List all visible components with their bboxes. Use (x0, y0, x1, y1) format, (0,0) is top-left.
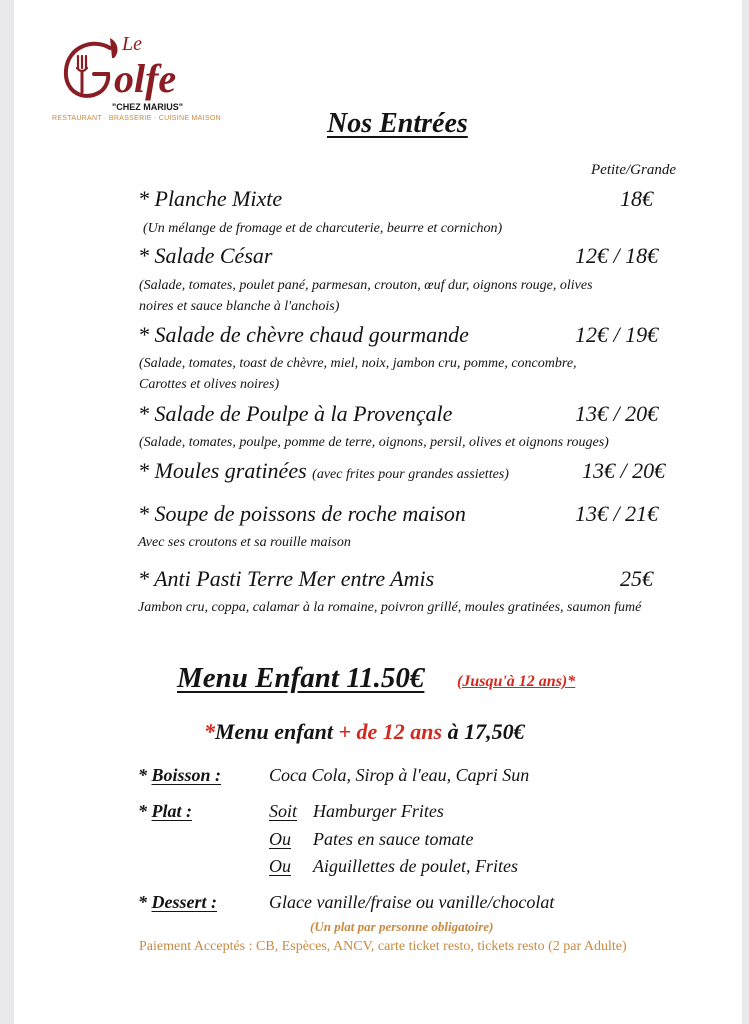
price-soupe-poissons: 13€ / 21€ (575, 501, 659, 526)
plat-prefix: * (138, 801, 152, 821)
dish-moules (138, 458, 509, 484)
brand-subtitle: RESTAURANT · BRASSERIE · CUISINE MAISON (52, 115, 221, 122)
desc-planche-mixte: (Un mélange de fromage et de charcuterie, beurre et cornichon) (143, 221, 503, 236)
kids-menu-age-note: (Jusqu'à 12 ans)* (457, 673, 576, 690)
desc-salade-cesar-1: (Salade, tomates, poulet pané, parmesan, crouton, œuf dur, oignons rouge, olives (139, 278, 593, 293)
older-part1: Menu enfant (215, 719, 339, 744)
dessert-value: Glace vanille/fraise ou vanille/chocolat (269, 892, 555, 912)
desc-soupe-poissons: Avec ses croutons et sa rouille maison (138, 535, 351, 550)
plat-option-1: Hamburger Frites (313, 801, 444, 821)
desc-salade-chevre-1: (Salade, tomates, toast de chèvre, miel, noix, jambon cru, pomme, concombre, (139, 356, 577, 371)
desc-anti-pasti: Jambon cru, coppa, calamar à la romaine, poivron grillé, moules gratinées, saumon fumé (138, 600, 642, 615)
boisson-label-text: Boisson : (151, 765, 222, 785)
dessert-label (138, 892, 217, 913)
boisson-label (138, 765, 221, 786)
price-salade-poulpe: 13€ / 20€ (575, 401, 659, 426)
menu-page (14, 0, 742, 1024)
dish-salade-cesar: * Salade César (138, 243, 273, 268)
plat-option-3: Aiguillettes de poulet, Frites (313, 856, 518, 876)
svg-text:olfe: olfe (114, 56, 177, 101)
dish-moules-note: (avec frites pour grandes assiettes) (312, 467, 509, 482)
older-part3: à 17,50€ (442, 719, 525, 744)
plat-label (138, 801, 192, 822)
desc-salade-poulpe: (Salade, tomates, poulpe, pomme de terre, oignons, persil, olives et oignons rouges) (139, 435, 609, 450)
plat-connector-3: Ou (269, 856, 291, 876)
desc-salade-chevre-2: Carottes et olives noires) (139, 377, 280, 392)
entrees-title: Nos Entrées (327, 108, 468, 139)
dish-planche-mixte: * Planche Mixte (138, 186, 283, 211)
price-salade-chevre: 12€ / 19€ (575, 322, 659, 347)
dish-salade-chevre: * Salade de chèvre chaud gourmande (138, 322, 469, 347)
boisson-prefix: * (138, 765, 152, 785)
desc-salade-cesar-2: noires et sauce blanche à l'anchois) (139, 299, 340, 314)
kids-menu-title: Menu Enfant 11.50€ (177, 662, 425, 694)
price-salade-cesar: 12€ / 18€ (575, 243, 659, 268)
brand-le: Le (122, 33, 142, 55)
dessert-label-text: Dessert : (151, 892, 217, 912)
price-moules: 13€ / 20€ (582, 458, 666, 483)
older-part2: + de 12 ans (338, 719, 443, 744)
brand-tagline: "CHEZ MARIUS" (112, 102, 184, 112)
price-anti-pasti: 25€ (620, 566, 653, 591)
price-planche-mixte: 18€ (620, 186, 653, 211)
dish-anti-pasti: * Anti Pasti Terre Mer entre Amis (138, 566, 435, 591)
plat-label-text: Plat : (151, 801, 192, 821)
dish-salade-poulpe: * Salade de Poulpe à la Provençale (138, 401, 453, 426)
plat-connector-1: Soit (269, 801, 298, 821)
dessert-prefix: * (138, 892, 152, 912)
kids-menu-older (204, 719, 525, 745)
plat-option-2: Pates en sauce tomate (313, 829, 474, 849)
size-header: Petite/Grande (591, 162, 676, 178)
plat-connector-2: Ou (269, 829, 291, 849)
payment-methods: Paiement Acceptés : CB, Espèces, ANCV, carte ticket resto, tickets resto (2 par Adulte) (139, 939, 627, 954)
dish-soupe-poissons: * Soupe de poissons de roche maison (138, 501, 466, 526)
dish-moules-name: * Moules gratinées (138, 458, 307, 483)
mandatory-note: (Un plat par personne obligatoire) (310, 919, 494, 934)
older-star: * (204, 719, 215, 744)
boisson-value: Coca Cola, Sirop à l'eau, Capri Sun (269, 765, 530, 785)
